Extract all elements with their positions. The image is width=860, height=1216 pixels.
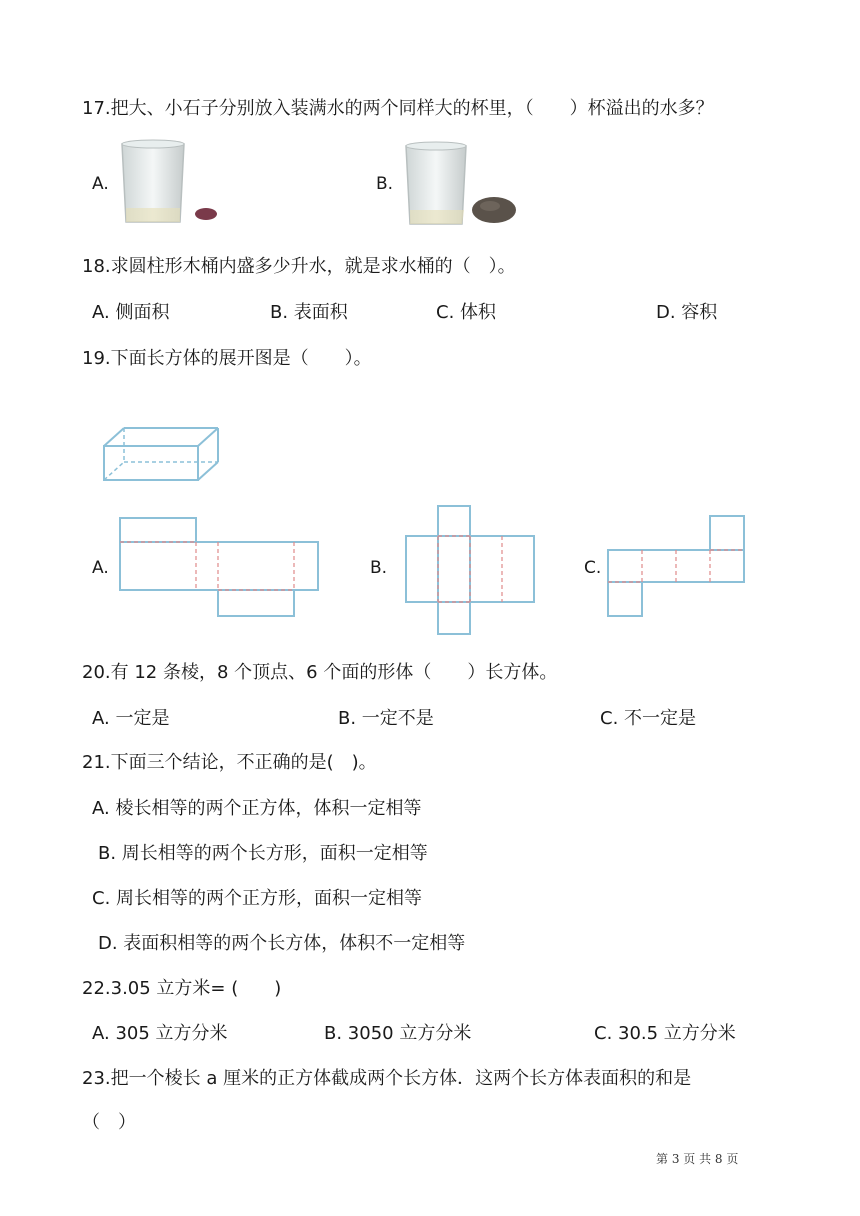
page-footer: 第 3 页 共 8 页 — [656, 1152, 739, 1166]
question-20: 20.有 12 条棱，8 个顶点、6 个面的形体（ ）长方体。 — [82, 662, 558, 683]
question-18: 18.求圆柱形木桶内盛多少升水，就是求水桶的（ ）。 — [82, 256, 516, 277]
option-22b[interactable]: B. 3050 立方分米 — [324, 1023, 472, 1044]
option-19a-label[interactable]: A. — [92, 558, 109, 578]
option-22a[interactable]: A. 305 立方分米 — [92, 1023, 228, 1044]
option-21b[interactable]: B. 周长相等的两个长方形，面积一定相等 — [98, 843, 428, 864]
option-19b-label[interactable]: B. — [370, 558, 388, 578]
option-17b-label[interactable]: B. — [376, 174, 394, 194]
option-21d[interactable]: D. 表面积相等的两个长方体，体积不一定相等 — [98, 933, 466, 954]
question-17: 17.把大、小石子分别放入装满水的两个同样大的杯里，（ ）杯溢出的水多？ — [82, 98, 714, 119]
option-21a[interactable]: A. 棱长相等的两个正方体，体积一定相等 — [92, 798, 422, 819]
question-23-answer-blank: （ ） — [82, 1112, 136, 1133]
option-20c[interactable]: C. 不一定是 — [600, 708, 697, 729]
option-22c[interactable]: C. 30.5 立方分米 — [594, 1023, 736, 1044]
option-18b[interactable]: B. 表面积 — [270, 302, 348, 323]
net-a-figure — [118, 516, 322, 618]
option-17a-label[interactable]: A. — [92, 174, 109, 194]
option-21c[interactable]: C. 周长相等的两个正方形，面积一定相等 — [92, 888, 423, 909]
net-c-figure — [606, 514, 748, 620]
option-19c-label[interactable]: C. — [584, 558, 602, 578]
option-20a[interactable]: A. 一定是 — [92, 708, 170, 729]
option-18d[interactable]: D. 容积 — [656, 302, 718, 323]
question-21: 21.下面三个结论，不正确的是( )。 — [82, 752, 377, 773]
question-19: 19.下面长方体的展开图是（ ）。 — [82, 348, 372, 369]
option-20b[interactable]: B. 一定不是 — [338, 708, 434, 729]
option-18c[interactable]: C. 体积 — [436, 302, 497, 323]
glass-small-stone-image — [118, 138, 228, 230]
net-b-figure — [404, 504, 538, 636]
question-22: 22.3.05 立方米= ( ) — [82, 978, 282, 999]
glass-large-stone-image — [402, 144, 522, 230]
question-23: 23.把一个棱长 a 厘米的正方体截成两个长方体．这两个长方体表面积的和是 — [82, 1068, 692, 1089]
cuboid-figure — [100, 424, 224, 484]
option-18a[interactable]: A. 侧面积 — [92, 302, 170, 323]
